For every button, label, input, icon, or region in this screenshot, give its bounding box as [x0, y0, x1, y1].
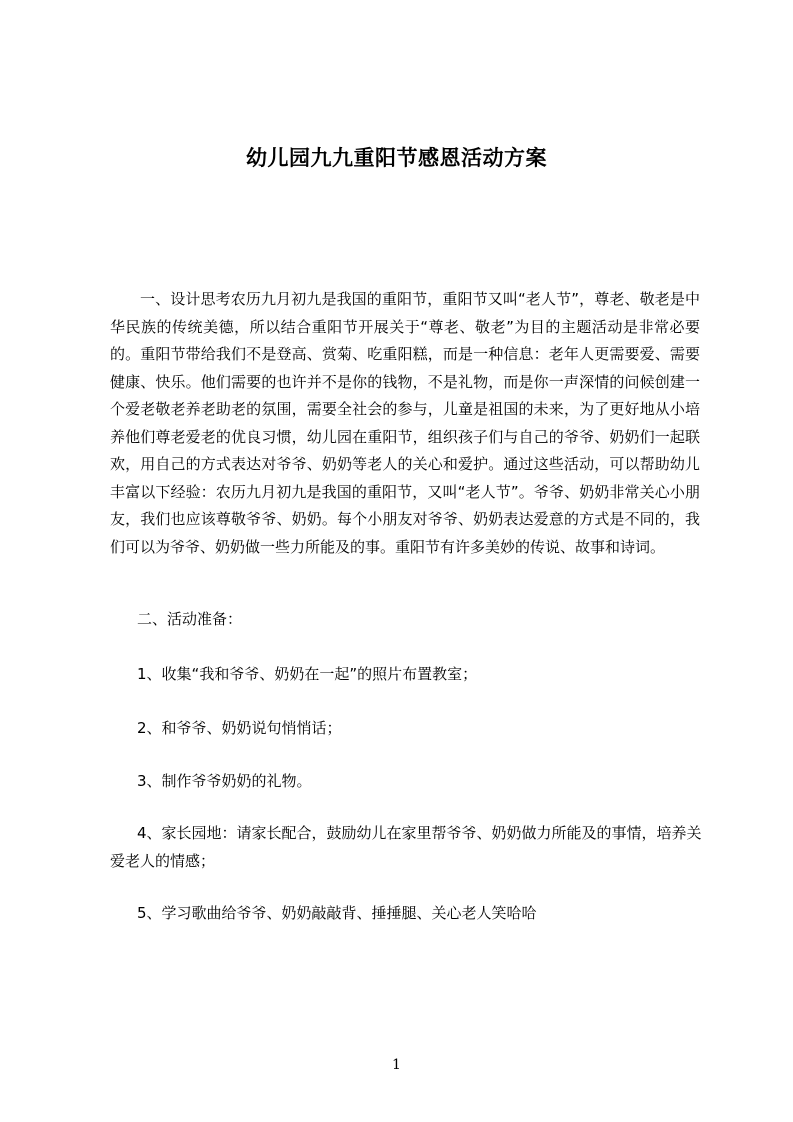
section-2-heading: 二、活动准备： — [137, 610, 243, 628]
list-item-1: 1、收集“我和爷爷、奶奶在一起”的照片布置教室； — [137, 665, 478, 683]
list-item-3: 3、制作爷爷奶奶的礼物。 — [137, 772, 312, 790]
page-number: 1 — [392, 1057, 401, 1073]
list-item-4: 4、家长园地：请家长配合，鼓励幼儿在家里帮爷爷、奶奶做力所能及的事情，培养关爱老人的情感； — [110, 824, 702, 870]
list-item-2: 2、和爷爷、奶奶说句悄悄话； — [137, 719, 342, 737]
document-title: 幼儿园九九重阳节感恩活动方案 — [246, 146, 547, 170]
list-item-5: 5、学习歌曲给爷爷、奶奶敲敲背、捶捶腿、关心老人笑哈哈 — [137, 904, 537, 922]
section-1-paragraph: 一、设计思考农历九月初九是我国的重阳节，重阳节又叫“老人节”，尊老、敬老是中华民族的传统美德，所以结合重阳节开展关于“尊老、敬老”为目的主题活动是非常必要的。重阳节带给我们不是登高、赏菊、吃重阳糕，而是一种信息：老年人更需要爱、需要健康、快乐。他们需要的也许并不是你的钱物，不是礼物，而是你一声深情的问候创建一个爱老敬老养老助老的氛围，需要全社会的参与，儿童是祖国的未来，为了更好地从小培养他们尊老爱老的优良习惯，幼儿园在重阳节，组织孩子们与自己的爷爷、奶奶们一起联欢，用自己的方式表达对爷爷、奶奶等老人的关心和爱护。通过这些活动，可以帮助幼儿丰富以下经验：农历九月初九是我国的重阳节，又叫“老人节”。爷爷、奶奶非常关心小朋友，我们也应该尊敬爷爷、奶奶。每个小朋友对爷爷、奶奶表达爱意的方式是不同的，我们可以为爷爷、奶奶做一些力所能及的事。重阳节有许多美妙的传说、故事和诗词。 — [110, 290, 700, 556]
